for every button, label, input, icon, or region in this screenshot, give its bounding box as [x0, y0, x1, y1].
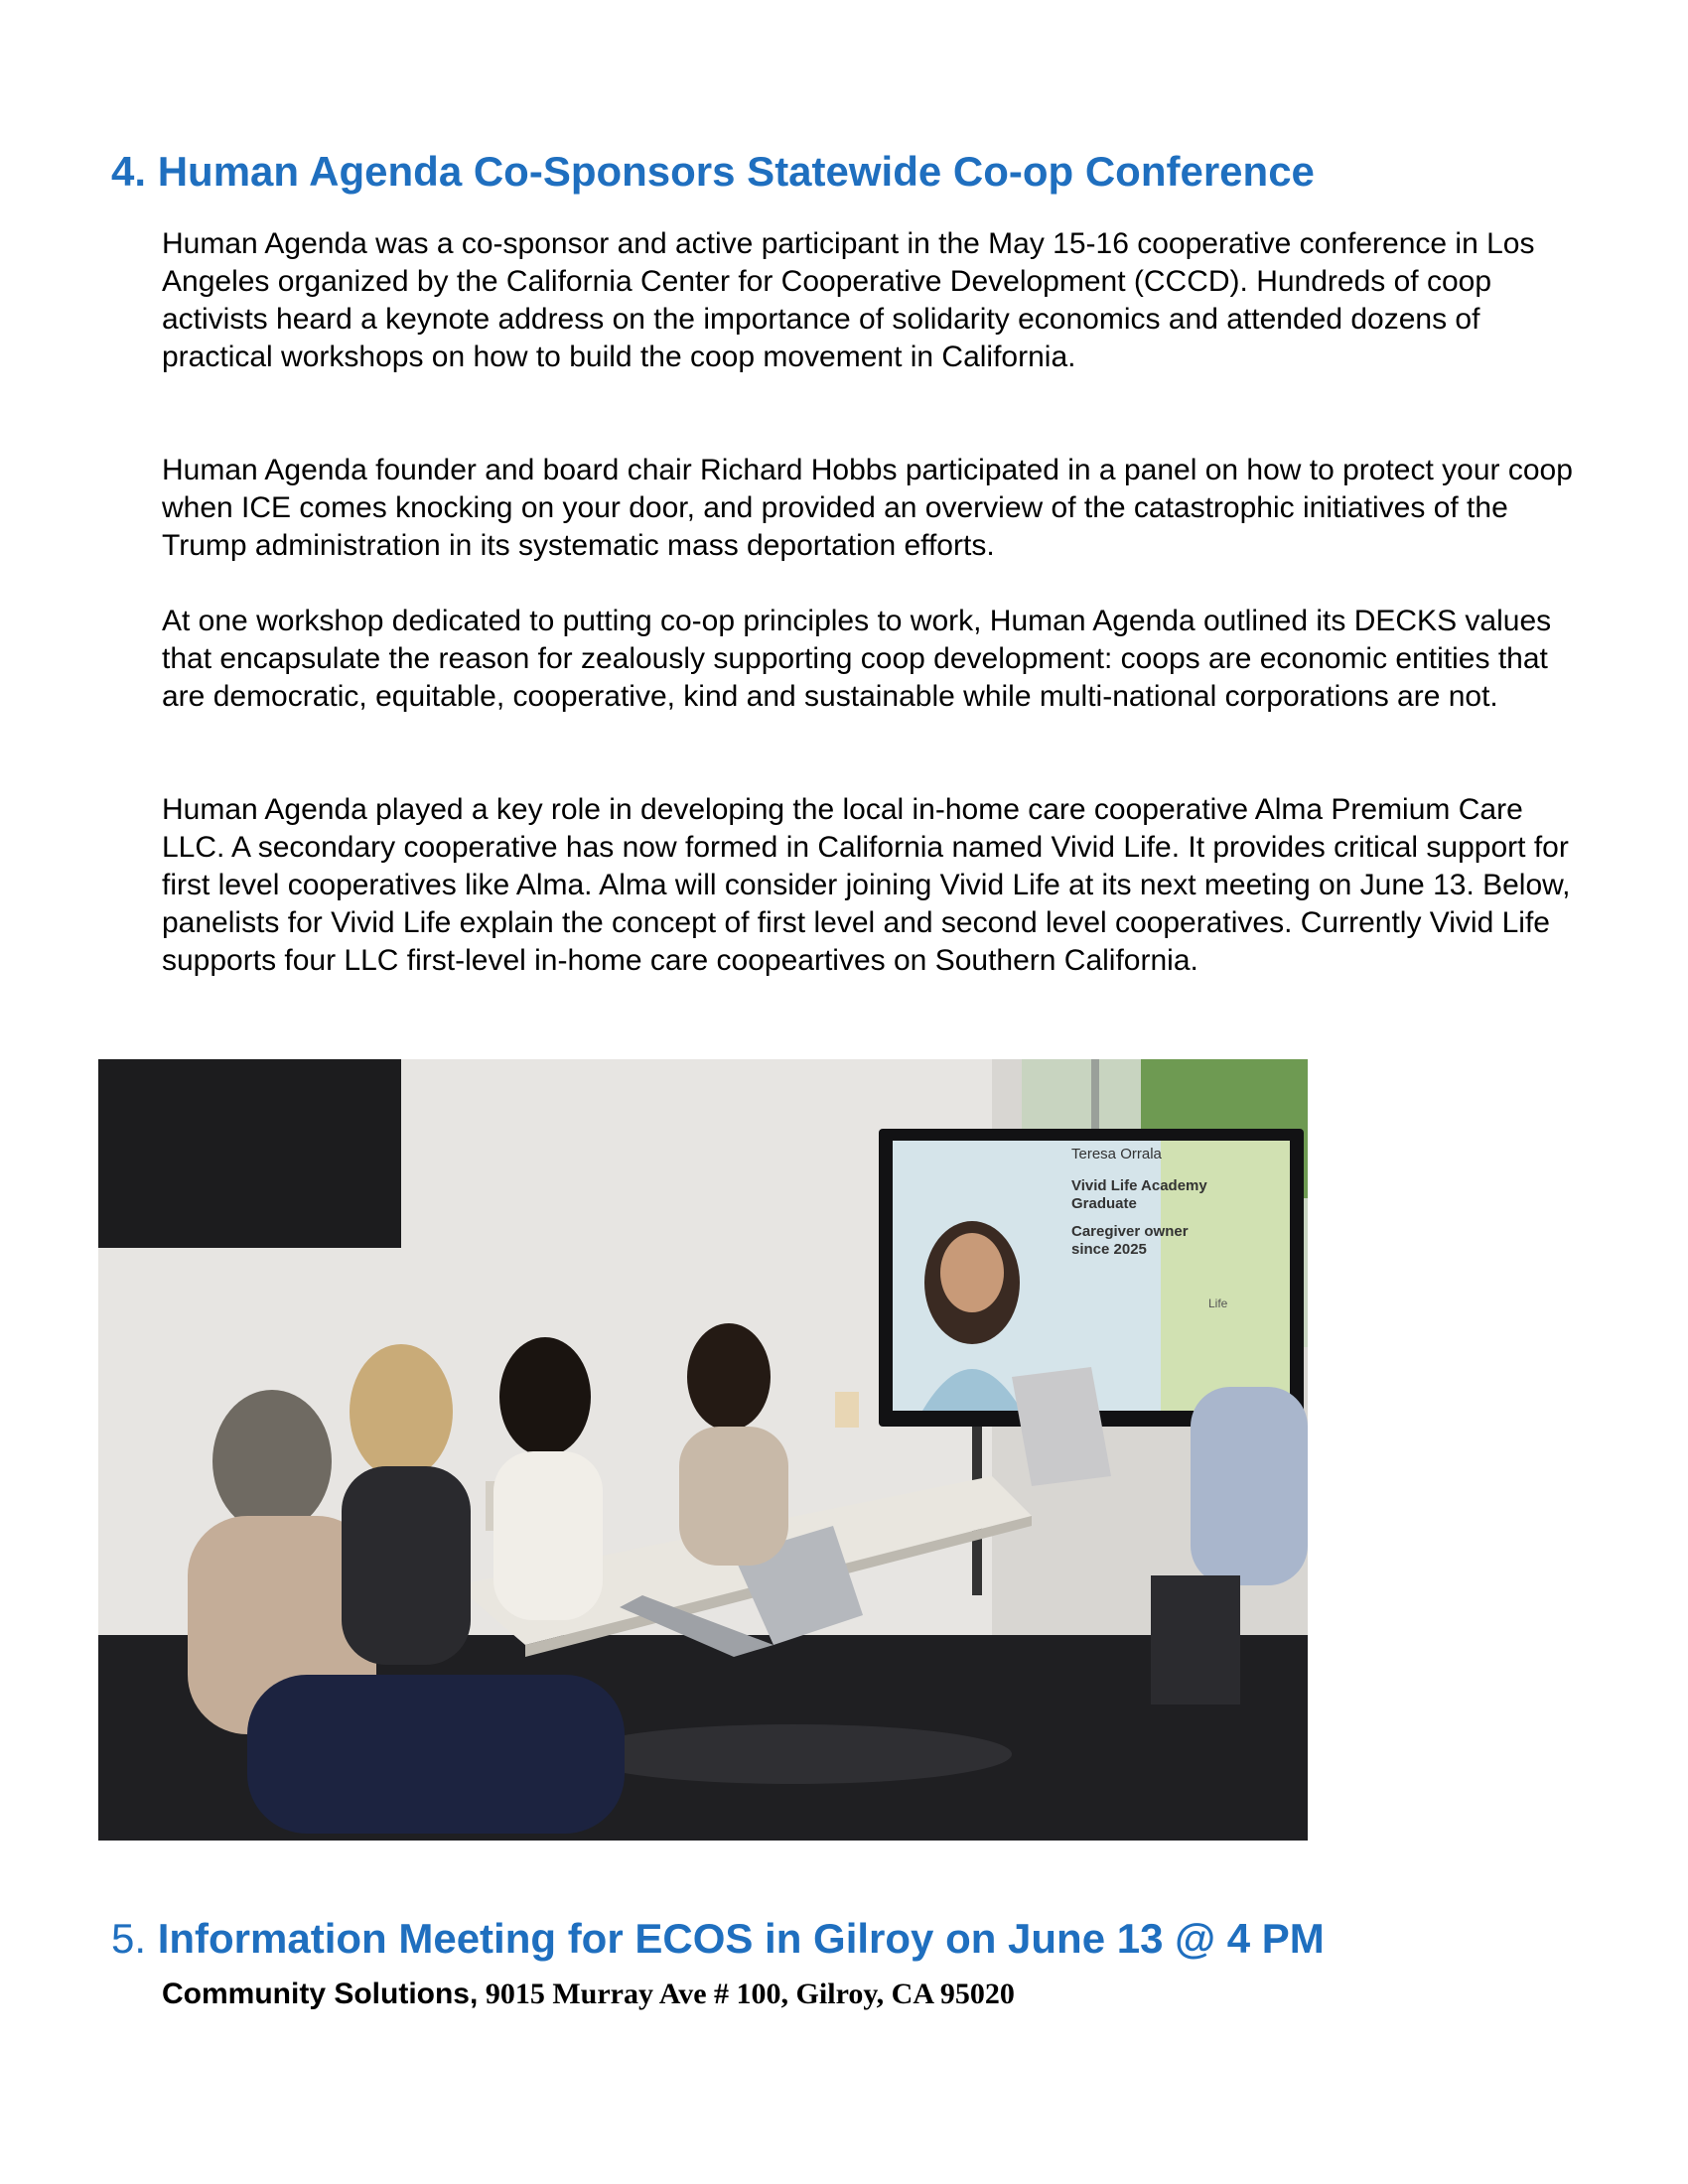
meeting-location: [162, 1976, 1015, 2013]
screen-line-3: Graduate: [1071, 1195, 1137, 1212]
paragraph-ice-panel: Human Agenda founder and board chair Richard Hobbs participated in a panel on how to protect your coop when ICE comes knocking on your door, and provided an overview of the catastrophic initiatives of the Trump administration in its systematic mass deportation efforts.: [162, 454, 1573, 562]
section-4-number: 4.: [111, 148, 147, 195]
section-4-title: Human Agenda Co-Sponsors Statewide Co-op Conference: [157, 148, 1315, 195]
meeting-address: 9015 Murray Ave # 100, Gilroy, CA 95020: [478, 1978, 1015, 2010]
screen-line-4: Caregiver owner: [1071, 1223, 1189, 1240]
screen-logo: Life: [1208, 1297, 1228, 1310]
paragraph-vivid-life: Human Agenda played a key role in developing the local in-home care cooperative Alma Premium Care LLC. A secondary cooperative has now formed in California named Vivid Life. It provides critical support for first level cooperatives like Alma. Alma will consider joining Vivid Life at its next meeting on June 13. Below, panelists for Vivid Life explain the concept of first level and second level cooperatives. Currently Vivid Life supports four LLC first-level in-home care coopeartives on Southern California.: [162, 793, 1571, 977]
section-5-title: Information Meeting for ECOS in Gilroy on June 13 @ 4 PM: [157, 1915, 1325, 1962]
conference-photo: [98, 1059, 1308, 1841]
screen-name: Teresa Orrala: [1071, 1146, 1162, 1162]
screen-line-2: Vivid Life Academy: [1071, 1177, 1207, 1194]
section-5-heading: [111, 1914, 1325, 1964]
organization-name: Community Solutions,: [162, 1978, 479, 2010]
section-5-number: 5.: [111, 1915, 147, 1962]
paragraph-decks-values: At one workshop dedicated to putting co-op principles to work, Human Agenda outlined its DECKS values that encapsulate the reason for zealously supporting coop development: coops are economic entities that are democratic, equitable, cooperative, kind and sustainable while multi-national corporations are not.: [162, 605, 1552, 713]
paragraph-conference: Human Agenda was a co-sponsor and active participant in the May 15-16 cooperative conference in Los Angeles organized by the California Center for Cooperative Development (CCCD). Hundreds of coop activists heard a keynote address on the importance of solidarity economics and attended dozens of practical workshops on how to build the coop movement in California.: [162, 227, 1535, 373]
screen-line-5: since 2025: [1071, 1241, 1147, 1258]
section-4-heading: [111, 147, 1315, 197]
